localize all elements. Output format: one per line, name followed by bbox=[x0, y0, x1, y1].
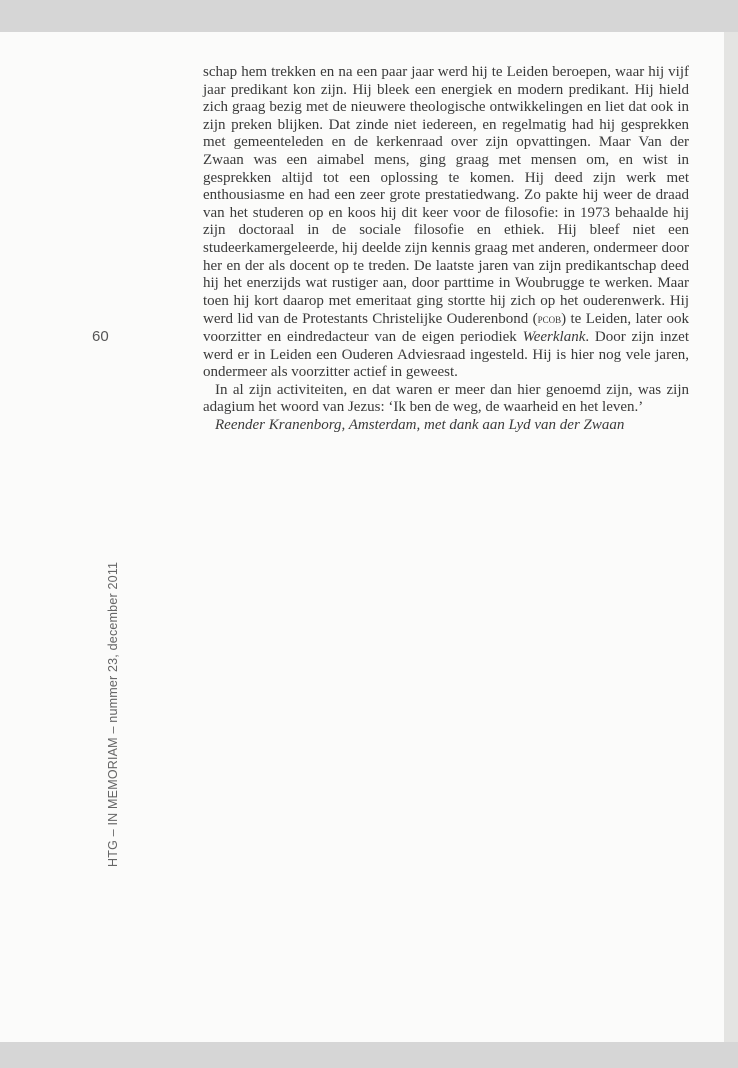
running-head: HTG – IN MEMORIAM – nummer 23, december 2011 bbox=[106, 561, 120, 867]
paragraph-2: In al zijn activiteiten, en dat waren er meer dan hier genoemd zijn, was zijn adagium het woord van Jezus: ‘Ik ben de weg, de waarheid en het leven.’ bbox=[203, 381, 689, 416]
scan-top-edge bbox=[0, 0, 738, 32]
periodical-title: Weerklank bbox=[522, 328, 586, 345]
paragraph-1-text-end: . Door zijn inzet werd er in Leiden een Ouderen Adviesraad ingesteld. Hij is hier nog vele jaren, ondermeer als voorzitter actief in geweest. bbox=[203, 328, 689, 381]
article-body bbox=[203, 64, 689, 434]
byline: Reender Kranenborg, Amsterdam, met dank aan Lyd van der Zwaan bbox=[215, 416, 625, 433]
scan-right-edge bbox=[724, 32, 738, 1042]
page-number: 60 bbox=[92, 328, 109, 345]
pcob-abbreviation: pcob bbox=[537, 311, 562, 327]
paragraph-1-text-cont: ) te Leiden, later ook voorzitter en eindredacteur van de eigen periodiek bbox=[203, 311, 689, 345]
paragraph-1 bbox=[203, 64, 689, 382]
scan-bottom-edge bbox=[0, 1042, 738, 1068]
paragraph-1-text: schap hem trekken en na een paar jaar werd hij te Leiden beroepen, waar hij vijf jaar predikant kon zijn. Hij bleek een energiek en modern predikant. Hij hield zich graag bezig met de nieuwere theologische ontwikkelingen en liet dat ook in zijn preken blijken. Dat zinde niet iedereen, en regelmatig had hij gesprekken met gemeenteleden en de kerkenraad over zijn opvattingen. Maar Van der Zwaan was een aimabel mens, ging graag met mensen om, en wist in gesprekken altijd tot een oplossing te komen. Hij deed zijn werk met enthousiasme en had een zeer grote prestatiedwang. Zo pakte hij weer de draad van het studeren op en koos hij dit keer voor de filosofie: in 1973 behaalde hij zijn doctoraal in de sociale filosofie en ethiek. Hij bleef niet een studeerkamergeleerde, hij deelde zijn kennis graag met anderen, ondermeer door her en der als docent op te treden. De laatste jaren van zijn predikantschap deed hij het enerzijds wat rustiger aan, door parttime in Woubrugge te werken. Maar toen hij kort daarop met emeritaat ging stortte hij zich op het ouderenwerk. Hij werd lid van de Protestants Christelijke Ouderenbond ( bbox=[203, 64, 689, 328]
